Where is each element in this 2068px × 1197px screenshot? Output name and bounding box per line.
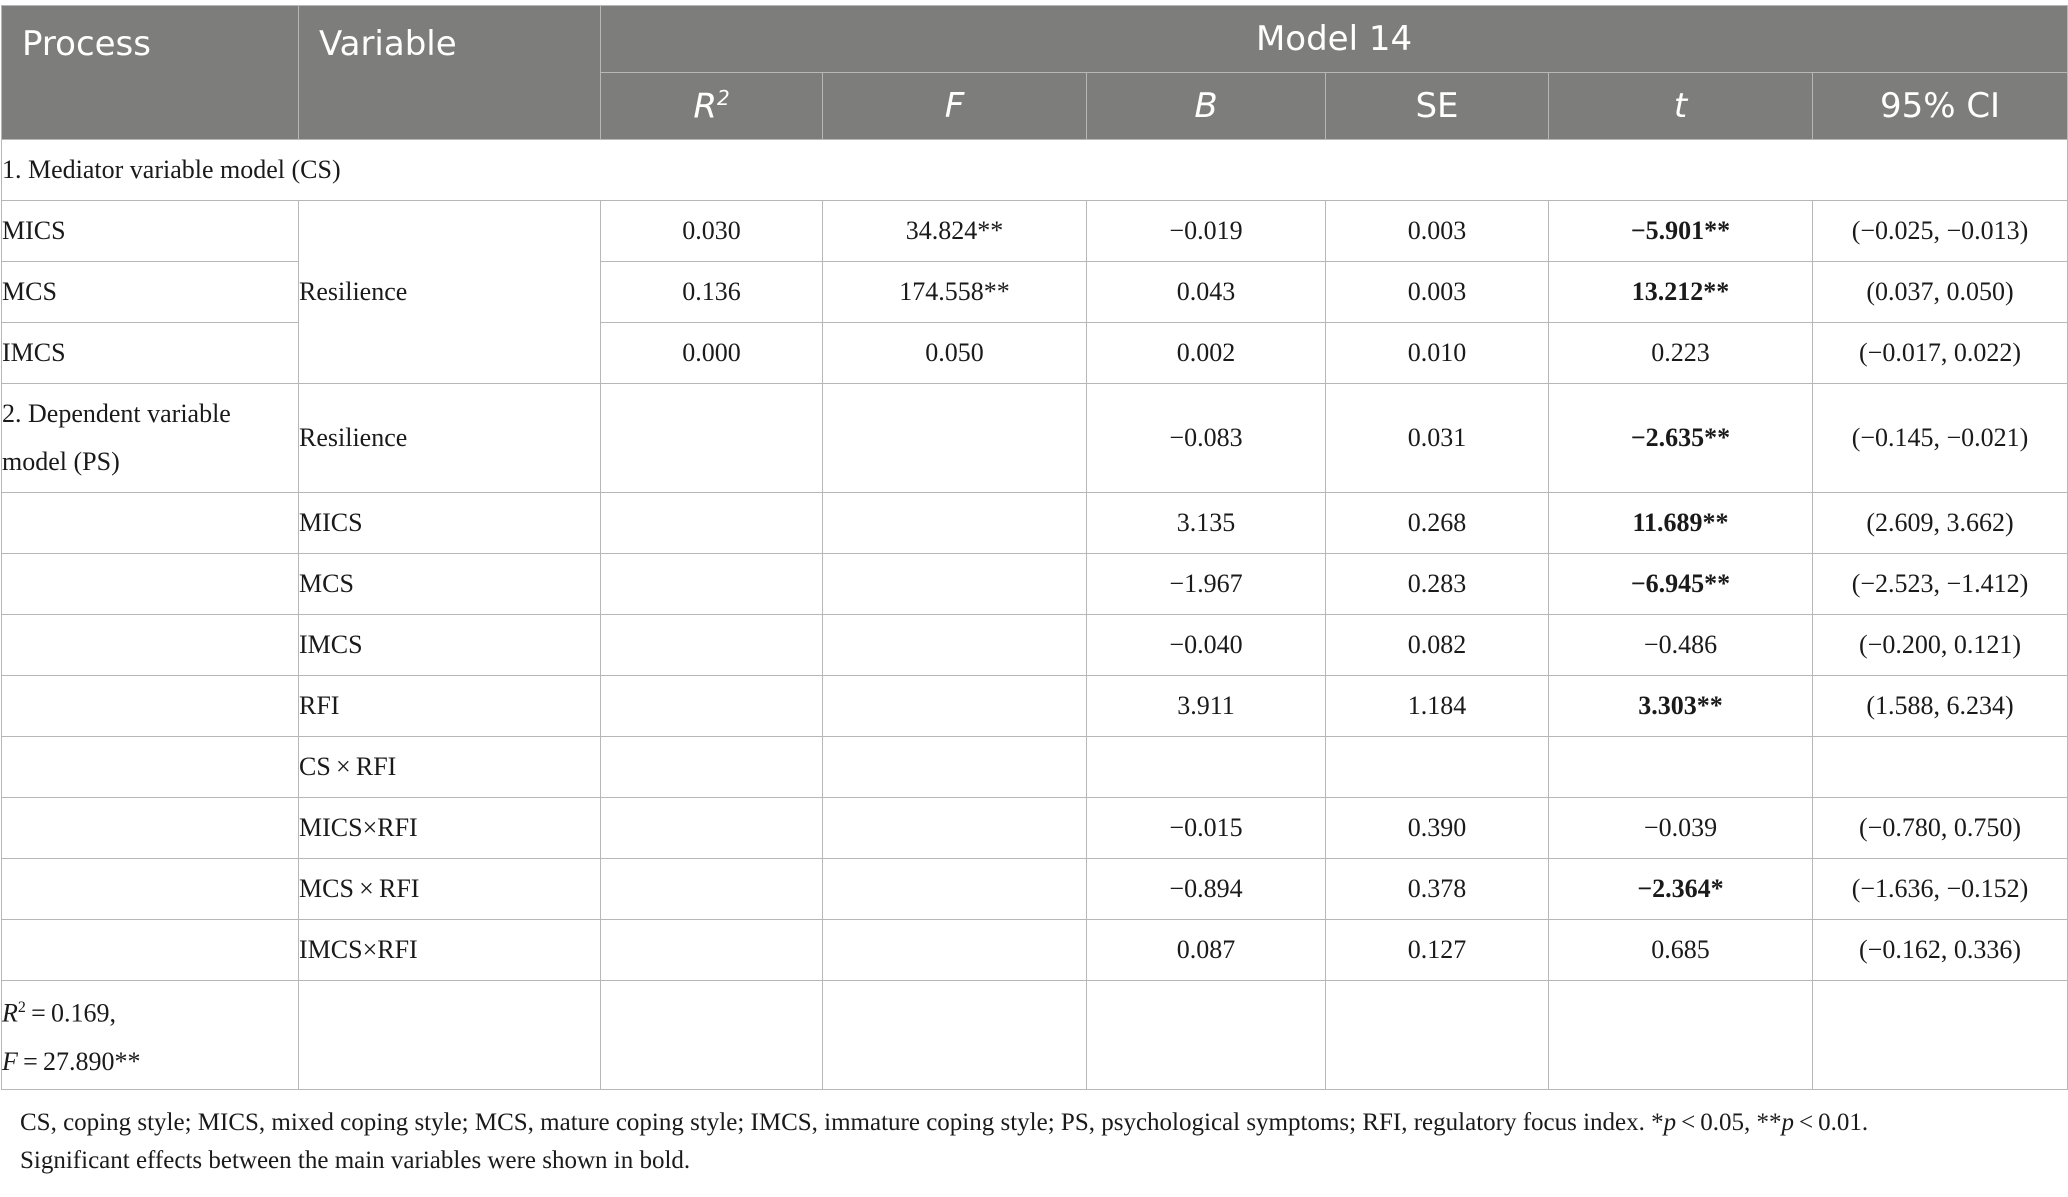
se-cell: 0.127 xyxy=(1326,920,1549,981)
f-cell xyxy=(823,676,1087,737)
table-row xyxy=(2,737,2068,798)
f-cell xyxy=(823,615,1087,676)
b-cell: −0.015 xyxy=(1087,798,1326,859)
table-row xyxy=(2,920,2068,981)
f-cell xyxy=(823,384,1087,493)
table-row xyxy=(2,676,2068,737)
f-cell xyxy=(823,493,1087,554)
regression-table xyxy=(1,5,2068,1090)
r2-cell xyxy=(601,384,823,493)
ci-cell: (−2.523, −1.412) xyxy=(1813,554,2068,615)
b-cell: −1.967 xyxy=(1087,554,1326,615)
ci-cell: (−0.145, −0.021) xyxy=(1813,384,2068,493)
ci-cell: (0.037, 0.050) xyxy=(1813,262,2068,323)
table-row xyxy=(2,493,2068,554)
r2-cell xyxy=(601,859,823,920)
variable-cell: MCS × RFI xyxy=(299,859,601,920)
se-cell: 0.268 xyxy=(1326,493,1549,554)
r2-cell: 0.136 xyxy=(601,262,823,323)
model-fit-cell: $R^2 = 0.169$, F = 27.890** xyxy=(2,981,299,1090)
f-cell xyxy=(823,798,1087,859)
empty-cell xyxy=(601,981,823,1090)
variable-cell: MICS xyxy=(299,493,601,554)
se-cell: 0.283 xyxy=(1326,554,1549,615)
t-cell: 0.685 xyxy=(1549,920,1813,981)
footnote-bold-note: Significant effects between the main variables were shown in bold. xyxy=(20,1147,691,1174)
f-cell xyxy=(823,737,1087,798)
variable-cell: IMCS xyxy=(299,615,601,676)
r2-cell xyxy=(601,920,823,981)
se-cell xyxy=(1326,737,1549,798)
t-cell: −0.486 xyxy=(1549,615,1813,676)
header-model: Model 14 xyxy=(601,6,2068,73)
b-cell xyxy=(1087,737,1326,798)
f-cell xyxy=(823,920,1087,981)
variable-cell: RFI xyxy=(299,676,601,737)
header-b: B xyxy=(1087,73,1326,140)
process-cell: IMCS xyxy=(2,323,299,384)
table-footnotes xyxy=(20,1104,2068,1180)
process-cell xyxy=(2,798,299,859)
process-cell xyxy=(2,676,299,737)
section-row xyxy=(2,140,2068,201)
t-cell: −5.901** xyxy=(1549,201,1813,262)
r2-cell: 0.000 xyxy=(601,323,823,384)
header-f: F xyxy=(823,73,1087,140)
b-cell: 0.002 xyxy=(1087,323,1326,384)
se-cell: 0.003 xyxy=(1326,201,1549,262)
empty-cell xyxy=(1326,981,1549,1090)
t-cell: 13.212** xyxy=(1549,262,1813,323)
ci-cell xyxy=(1813,737,2068,798)
ci-cell: (−0.017, 0.022) xyxy=(1813,323,2068,384)
ci-cell: (−0.162, 0.336) xyxy=(1813,920,2068,981)
se-cell: 0.390 xyxy=(1326,798,1549,859)
header-se: SE xyxy=(1326,73,1549,140)
process-cell xyxy=(2,920,299,981)
r2-cell: 0.030 xyxy=(601,201,823,262)
empty-cell xyxy=(823,981,1087,1090)
r2-cell xyxy=(601,493,823,554)
table-row xyxy=(2,384,2068,493)
header-ci: 95% CI xyxy=(1813,73,2068,140)
process-cell xyxy=(2,554,299,615)
r2-cell xyxy=(601,615,823,676)
process-cell: MCS xyxy=(2,262,299,323)
empty-cell xyxy=(1549,981,1813,1090)
empty-cell xyxy=(299,981,601,1090)
t-cell: −6.945** xyxy=(1549,554,1813,615)
ci-cell: (−0.780, 0.750) xyxy=(1813,798,2068,859)
section1-title: 1. Mediator variable model (CS) xyxy=(2,140,2068,201)
ci-cell: (−0.025, −0.013) xyxy=(1813,201,2068,262)
r2-cell xyxy=(601,737,823,798)
f-cell xyxy=(823,859,1087,920)
se-cell: 0.003 xyxy=(1326,262,1549,323)
ci-cell: (1.588, 6.234) xyxy=(1813,676,2068,737)
footnote-abbreviations: CS, coping style; MICS, mixed coping style; MCS, mature coping style; IMCS, immature coping style; PS, psychological symptoms; RFI, regulatory focus index. *p < 0.05, **p < 0.01. xyxy=(20,1109,1869,1136)
header-t: t xyxy=(1549,73,1813,140)
f-cell: 0.050 xyxy=(823,323,1087,384)
variable-cell: Resilience xyxy=(299,201,601,384)
b-cell: −0.894 xyxy=(1087,859,1326,920)
empty-cell xyxy=(1087,981,1326,1090)
b-cell: −0.083 xyxy=(1087,384,1326,493)
t-cell: 11.689** xyxy=(1549,493,1813,554)
t-cell: −2.364* xyxy=(1549,859,1813,920)
table-row xyxy=(2,615,2068,676)
process-cell xyxy=(2,859,299,920)
f-cell: 174.558** xyxy=(823,262,1087,323)
header-process: Process xyxy=(2,6,299,140)
b-cell: 0.087 xyxy=(1087,920,1326,981)
b-cell: 3.135 xyxy=(1087,493,1326,554)
r2-cell xyxy=(601,798,823,859)
process-cell xyxy=(2,615,299,676)
table-row xyxy=(2,859,2068,920)
se-cell: 1.184 xyxy=(1326,676,1549,737)
ci-cell: (−0.200, 0.121) xyxy=(1813,615,2068,676)
empty-cell xyxy=(1813,981,2068,1090)
table-row xyxy=(2,554,2068,615)
variable-cell: MCS xyxy=(299,554,601,615)
ci-cell: (−1.636, −0.152) xyxy=(1813,859,2068,920)
b-cell: 3.911 xyxy=(1087,676,1326,737)
b-cell: −0.019 xyxy=(1087,201,1326,262)
r2-cell xyxy=(601,554,823,615)
section2-title: 2. Dependent variable model (PS) xyxy=(2,384,299,493)
se-cell: 0.082 xyxy=(1326,615,1549,676)
t-cell xyxy=(1549,737,1813,798)
se-cell: 0.031 xyxy=(1326,384,1549,493)
variable-cell: Resilience xyxy=(299,384,601,493)
f-cell: 34.824** xyxy=(823,201,1087,262)
f-cell xyxy=(823,554,1087,615)
header-row-1 xyxy=(2,6,2068,73)
r2-cell xyxy=(601,676,823,737)
t-cell: 0.223 xyxy=(1549,323,1813,384)
process-cell: MICS xyxy=(2,201,299,262)
t-cell: −2.635** xyxy=(1549,384,1813,493)
variable-cell: CS × RFI xyxy=(299,737,601,798)
variable-cell: IMCS×RFI xyxy=(299,920,601,981)
header-variable: Variable xyxy=(299,6,601,140)
process-cell xyxy=(2,737,299,798)
table-row xyxy=(2,201,2068,262)
table-row xyxy=(2,798,2068,859)
t-cell: −0.039 xyxy=(1549,798,1813,859)
ci-cell: (2.609, 3.662) xyxy=(1813,493,2068,554)
b-cell: 0.043 xyxy=(1087,262,1326,323)
se-cell: 0.010 xyxy=(1326,323,1549,384)
model-fit-row xyxy=(2,981,2068,1090)
t-cell: 3.303** xyxy=(1549,676,1813,737)
process-cell xyxy=(2,493,299,554)
b-cell: −0.040 xyxy=(1087,615,1326,676)
se-cell: 0.378 xyxy=(1326,859,1549,920)
header-r2: $R^2$ xyxy=(601,73,823,140)
variable-cell: MICS×RFI xyxy=(299,798,601,859)
